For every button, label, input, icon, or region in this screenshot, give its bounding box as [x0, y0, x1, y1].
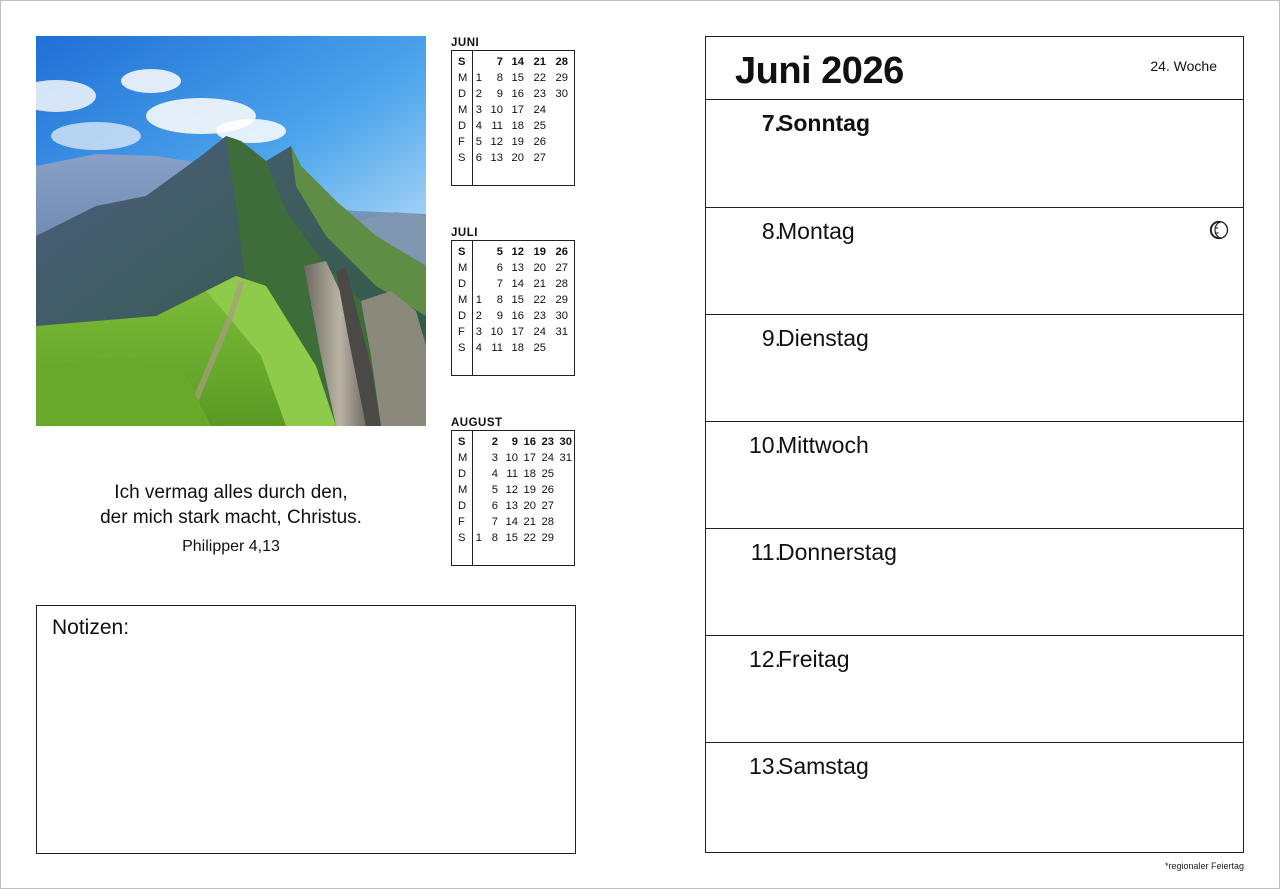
day-number: 12.	[749, 646, 781, 672]
mini-calendar-row	[452, 434, 574, 450]
calendar-day: 10	[505, 452, 518, 464]
calendar-day: 3	[475, 326, 482, 338]
calendar-day: 8	[496, 72, 503, 84]
calendar-day: 2	[475, 88, 482, 100]
calendar-day: 4	[475, 120, 482, 132]
calendar-day: 25	[541, 468, 554, 480]
calendar-day: 23	[533, 88, 546, 100]
weekday-letter: M	[458, 294, 468, 306]
calendar-day: 28	[555, 56, 568, 68]
calendar-day: 17	[523, 452, 536, 464]
calendar-day: 9	[511, 436, 518, 448]
calendar-day: 22	[533, 294, 546, 306]
weekday-letter: M	[458, 452, 468, 464]
day-number: 11.	[750, 539, 781, 565]
mini-calendar-row	[452, 450, 574, 466]
day-row[interactable]	[706, 528, 1243, 636]
notes-box[interactable]	[36, 605, 576, 854]
mini-calendar-row	[452, 134, 574, 150]
calendar-day: 13	[490, 152, 503, 164]
quote-line: Ich vermag alles durch den,	[114, 482, 348, 503]
weekday-letter: S	[458, 532, 466, 544]
calendar-day: 16	[523, 436, 536, 448]
calendar-day: 9	[496, 88, 503, 100]
week-number: 24. Woche	[1150, 58, 1217, 74]
mini-calendar-row	[452, 86, 574, 102]
calendar-day: 8	[496, 294, 503, 306]
calendar-day: 18	[511, 342, 524, 354]
calendar-day: 21	[533, 278, 546, 290]
calendar-day: 10	[490, 104, 503, 116]
calendar-day: 1	[475, 532, 482, 544]
calendar-day: 18	[523, 468, 536, 480]
day-name: Samstag	[778, 753, 869, 779]
weekday-letter: D	[458, 468, 467, 480]
day-row[interactable]	[706, 421, 1243, 529]
calendar-day: 6	[475, 152, 482, 164]
day-row[interactable]	[706, 207, 1243, 315]
calendar-day: 19	[533, 246, 546, 258]
mini-calendar-title: JULI	[451, 227, 478, 239]
day-number: 13.	[749, 753, 781, 779]
weekday-letter: D	[458, 310, 467, 322]
calendar-day: 13	[505, 500, 518, 512]
day-row[interactable]	[706, 742, 1243, 850]
quote-line: der mich stark macht, Christus.	[100, 507, 362, 528]
weekday-letter: M	[458, 72, 468, 84]
calendar-day: 27	[555, 262, 568, 274]
mini-calendar-august	[451, 416, 575, 566]
calendar-day: 22	[533, 72, 546, 84]
calendar-day: 26	[533, 136, 546, 148]
calendar-day: 15	[505, 532, 518, 544]
day-number: 7.	[761, 110, 781, 136]
bible-quote	[36, 480, 426, 556]
calendar-day: 20	[511, 152, 524, 164]
calendar-day: 21	[533, 56, 546, 68]
mini-calendar-grid	[451, 50, 575, 186]
day-row[interactable]	[706, 100, 1243, 207]
calendar-day: 30	[555, 88, 568, 100]
mini-calendar-row	[452, 292, 574, 308]
weekday-letter: S	[458, 56, 466, 68]
calendar-day: 22	[523, 532, 536, 544]
day-name: Dienstag	[778, 325, 869, 351]
calendar-day: 8	[491, 532, 498, 544]
calendar-day: 27	[541, 500, 554, 512]
mini-calendar-juni	[451, 36, 575, 186]
mini-calendar-row	[452, 308, 574, 324]
calendar-day: 21	[523, 516, 536, 528]
weekday-letter: F	[458, 516, 465, 528]
calendar-day: 26	[555, 246, 568, 258]
calendar-day: 25	[533, 342, 546, 354]
mini-calendar-row	[452, 244, 574, 260]
mini-calendar-row	[452, 260, 574, 276]
calendar-day: 15	[511, 72, 524, 84]
day-name: Freitag	[778, 646, 850, 672]
mini-calendar-row	[452, 530, 574, 546]
day-row[interactable]	[706, 635, 1243, 743]
weekday-letter: S	[458, 152, 466, 164]
mini-calendar-title: AUGUST	[451, 417, 503, 429]
weekday-letter: S	[458, 342, 466, 354]
calendar-day: 30	[555, 310, 568, 322]
calendar-day: 5	[491, 484, 498, 496]
mini-calendar-title: JUNI	[451, 37, 480, 49]
mini-calendar-grid	[451, 240, 575, 376]
day-name: Donnerstag	[778, 539, 897, 565]
calendar-day: 7	[496, 56, 503, 68]
calendar-day: 6	[491, 500, 498, 512]
quote-reference: Philipper 4,13	[182, 538, 280, 555]
calendar-day: 31	[559, 452, 572, 464]
calendar-day: 19	[511, 136, 524, 148]
weekday-letter: S	[458, 436, 466, 448]
calendar-day: 14	[505, 516, 518, 528]
mini-calendar-grid	[451, 430, 575, 566]
week-planner	[705, 36, 1244, 853]
day-name: Montag	[778, 218, 855, 244]
weekday-letter: D	[458, 120, 467, 132]
calendar-day: 12	[505, 484, 518, 496]
mini-calendar-row	[452, 514, 574, 530]
calendar-day: 24	[533, 104, 546, 116]
calendar-day: 29	[541, 532, 554, 544]
calendar-day: 6	[496, 262, 503, 274]
mountain-photo	[36, 36, 426, 426]
calendar-day: 10	[490, 326, 503, 338]
calendar-day: 29	[555, 294, 568, 306]
calendar-day: 2	[475, 310, 482, 322]
weekday-letter: D	[458, 500, 467, 512]
mini-calendar-row	[452, 150, 574, 166]
mini-calendar-row	[452, 466, 574, 482]
day-number: 10.	[749, 432, 781, 458]
calendar-day: 28	[541, 516, 554, 528]
calendar-day: 16	[511, 88, 524, 100]
calendar-day: 11	[491, 120, 503, 132]
planner-header	[706, 37, 1243, 100]
calendar-day: 16	[511, 310, 524, 322]
calendar-day: 23	[541, 436, 554, 448]
calendar-day: 7	[496, 278, 503, 290]
mini-calendar-juli	[451, 226, 575, 376]
calendar-day: 1	[475, 294, 482, 306]
mini-calendar-row	[452, 498, 574, 514]
weekday-letter: M	[458, 484, 468, 496]
calendar-day: 2	[491, 436, 498, 448]
mini-calendar-row	[452, 276, 574, 292]
calendar-day: 9	[496, 310, 503, 322]
calendar-day: 4	[475, 342, 482, 354]
calendar-day: 5	[475, 136, 482, 148]
calendar-day: 28	[555, 278, 568, 290]
calendar-day: 12	[511, 246, 524, 258]
mini-calendar-row	[452, 70, 574, 86]
calendar-day: 17	[511, 326, 524, 338]
calendar-day: 24	[533, 326, 546, 338]
calendar-day: 20	[523, 500, 536, 512]
mini-calendar-row	[452, 118, 574, 134]
calendar-day: 11	[506, 468, 518, 480]
mini-calendar-row	[452, 102, 574, 118]
calendar-day: 15	[511, 294, 524, 306]
weekday-letter: D	[458, 88, 467, 100]
calendar-day: 1	[475, 72, 482, 84]
calendar-day: 12	[490, 136, 503, 148]
calendar-day: 23	[533, 310, 546, 322]
weekday-letter: F	[458, 136, 465, 148]
weekday-letter: F	[458, 326, 465, 338]
day-number: 9.	[761, 325, 781, 351]
mini-calendar-row	[452, 324, 574, 340]
calendar-day: 30	[559, 436, 572, 448]
calendar-day: 11	[491, 342, 503, 354]
calendar-day: 27	[533, 152, 546, 164]
calendar-day: 17	[511, 104, 524, 116]
footnote: *regionaler Feiertag	[1164, 861, 1244, 871]
calendar-day: 20	[533, 262, 546, 274]
day-name: Sonntag	[778, 110, 870, 136]
weekday-letter: S	[458, 246, 466, 258]
mini-calendar-row	[452, 482, 574, 498]
calendar-day: 3	[491, 452, 498, 464]
moon-phase-icon	[1209, 220, 1229, 240]
weekday-letter: M	[458, 104, 468, 116]
calendar-day: 26	[541, 484, 554, 496]
mini-calendar-row	[452, 54, 574, 70]
weekday-letter: M	[458, 262, 468, 274]
day-name: Mittwoch	[778, 432, 869, 458]
calendar-day: 4	[491, 468, 498, 480]
calendar-day: 7	[491, 516, 498, 528]
month-title: Juni 2026	[735, 50, 904, 92]
calendar-day: 19	[523, 484, 536, 496]
calendar-day: 31	[555, 326, 568, 338]
weekday-letter: D	[458, 278, 467, 290]
calendar-day: 3	[475, 104, 482, 116]
day-row[interactable]	[706, 314, 1243, 422]
day-number: 8.	[761, 218, 781, 244]
calendar-day: 14	[511, 56, 524, 68]
calendar-day: 13	[511, 262, 524, 274]
calendar-day: 25	[533, 120, 546, 132]
calendar-day: 14	[511, 278, 524, 290]
calendar-day: 29	[555, 72, 568, 84]
notes-label: Notizen:	[52, 616, 130, 639]
mini-calendar-row	[452, 340, 574, 356]
calendar-day: 24	[541, 452, 554, 464]
calendar-day: 18	[511, 120, 524, 132]
calendar-day: 5	[496, 246, 503, 258]
